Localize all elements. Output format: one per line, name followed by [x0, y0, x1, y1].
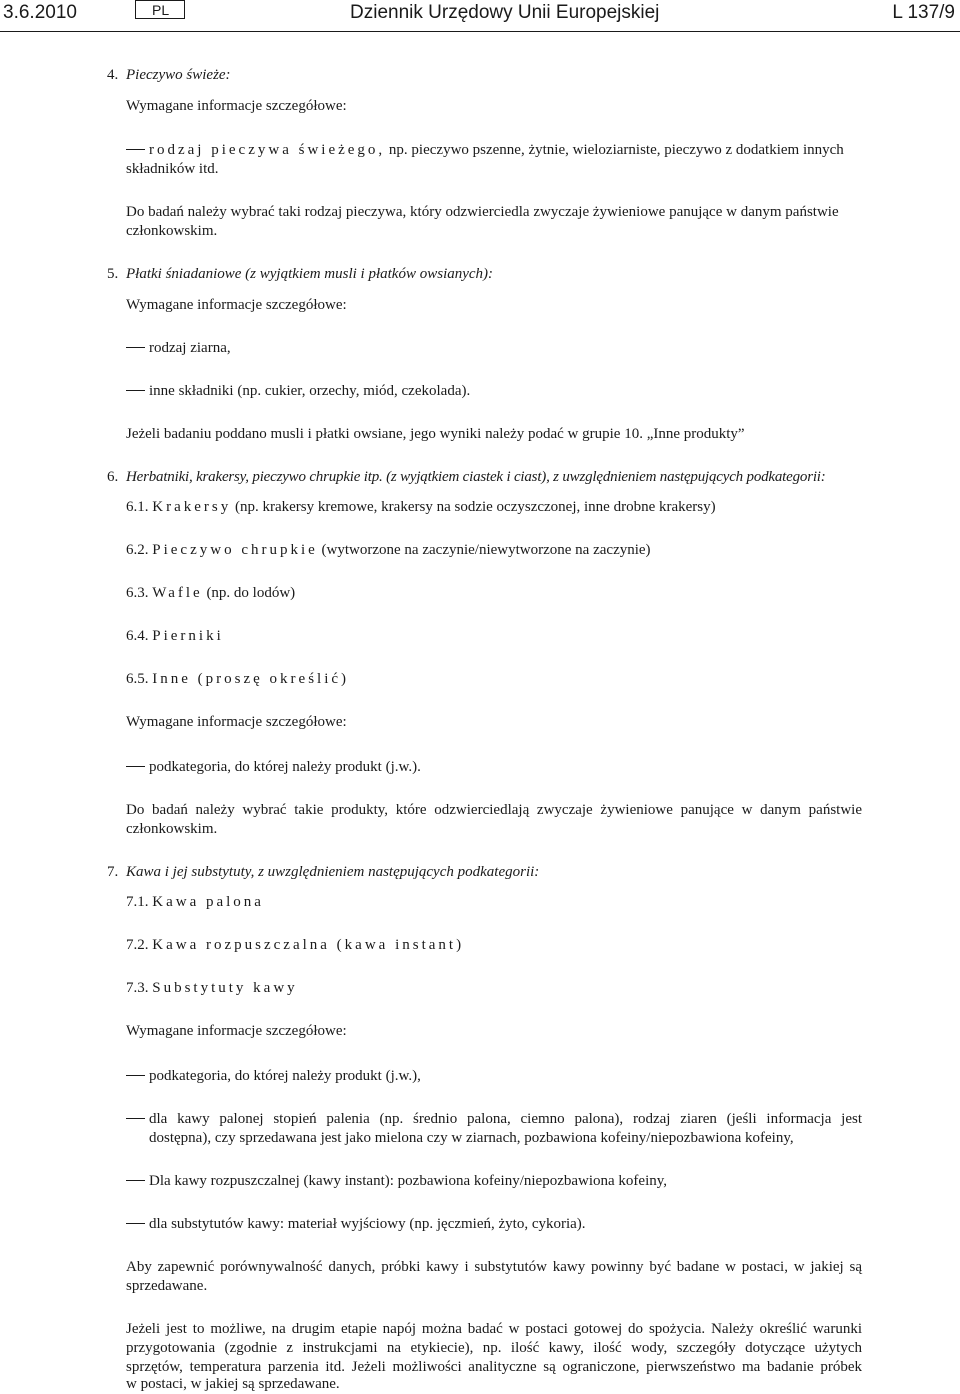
subcategory-7-3 [126, 979, 298, 998]
subcategory-number: 6.4. [126, 628, 149, 644]
section-7-bullet-3 [126, 1172, 667, 1191]
subcategory-text: (np. krakersy kremowe, krakersy na sodzie oczyszczonej, inne drobne krakersy) [231, 499, 716, 515]
section-7-req-label: Wymagane informacje szczegółowe: [126, 1023, 347, 1039]
page-header [0, 0, 960, 34]
subcategory-name: Inne (proszę określić) [152, 671, 350, 687]
header-date: 3.6.2010 [3, 2, 77, 23]
section-4-note-line2: członkowskim. [126, 223, 218, 239]
section-6-bullet [126, 758, 421, 777]
section-4-bullet [126, 141, 844, 160]
subcategory-name: Krakersy [152, 499, 232, 515]
bullet-text: Dla kawy rozpuszczalnej (kawy instant): pozbawiona kofeiny/niepozbawiona kofeiny, [149, 1173, 668, 1189]
section-5-title: Płatki śniadaniowe (z wyjątkiem musli i płatków owsianych): [126, 266, 494, 282]
section-7-note1-line2: sprzedawane. [126, 1278, 208, 1294]
section-7-bullet-4 [126, 1215, 586, 1234]
subcategory-6-1 [126, 498, 716, 517]
bullet-text: dla substytutów kawy: materiał wyjściowy (np. jęczmień, żyto, cykoria). [149, 1216, 586, 1232]
section-7-note2-line3: sprzętów, temperatura parzenia itd. Jeżeli możliwości analityczne są ograniczone, pierwszeństwo ma badanie próbek [126, 1359, 862, 1375]
subcategory-number: 6.5. [126, 671, 149, 687]
subcategory-name: Substytuty kawy [152, 980, 298, 996]
section-7-note1-line1: Aby zapewnić porównywalność danych, próbki kawy i substytutów kawy powinny być badane w postaci, w jakiej są [126, 1259, 862, 1275]
dash-marker [126, 766, 145, 767]
section-6-note-line2: członkowskim. [126, 821, 218, 837]
bullet-text: inne składniki (np. cukier, orzechy, miód, czekolada). [149, 383, 471, 399]
subcategory-name: Kawa rozpuszczalna (kawa instant) [152, 937, 465, 953]
subcategory-number: 6.2. [126, 542, 149, 558]
section-4-title: Pieczywo świeże: [126, 67, 231, 83]
section-7-bullet-2 [126, 1110, 862, 1129]
subcategory-number: 7.2. [126, 937, 149, 953]
subcategory-number: 7.3. [126, 980, 149, 996]
subcategory-number: 7.1. [126, 894, 149, 910]
section-7-note2-line1: Jeżeli jest to możliwe, na drugim etapie napój można badać w postaci gotowej do spożycia. Należy określić warunki [126, 1321, 862, 1337]
section-4-note-line1: Do badań należy wybrać taki rodzaj pieczywa, który odzwierciedla zwyczaje żywieniowe panujące w danym państwie [126, 204, 839, 220]
subcategory-6-2 [126, 541, 651, 560]
section-5-bullet-2 [126, 382, 470, 401]
subcategory-6-4 [126, 627, 224, 646]
subcategory-6-3 [126, 584, 295, 603]
section-5-number: 5. [107, 266, 119, 282]
dash-marker [126, 1223, 145, 1224]
subcategory-name: Wafle [152, 585, 203, 601]
dash-marker [126, 390, 145, 391]
section-7-bullet-2-cont: dostępna), czy sprzedawana jest jako mielona czy w ziarnach, pozbawiona kofeiny/niepozbawiona kofeiny, [149, 1130, 794, 1146]
subcategory-7-2 [126, 936, 464, 955]
subcategory-number: 6.1. [126, 499, 149, 515]
journal-title: Dziennik Urzędowy Unii Europejskiej [350, 2, 660, 23]
section-7-bullet-1 [126, 1067, 421, 1086]
dash-marker [126, 347, 145, 348]
section-5-bullet-1 [126, 339, 231, 358]
bullet-text: rodzaj ziarna, [149, 340, 231, 356]
subcategory-text: (wytworzone na zaczynie/niewytworzone na zaczynie) [317, 542, 651, 558]
section-5-req-label: Wymagane informacje szczegółowe: [126, 297, 347, 313]
language-badge: PL [135, 0, 185, 19]
bullet-text: podkategoria, do której należy produkt (j.w.). [149, 759, 421, 775]
subcategory-name: Pieczywo chrupkie [152, 542, 318, 558]
subcategory-text: (np. do lodów) [202, 585, 296, 601]
section-6-req-label: Wymagane informacje szczegółowe: [126, 714, 347, 730]
bullet-text: np. pieczywo pszenne, żytnie, wieloziarniste, pieczywo z dodatkiem innych [385, 142, 844, 158]
bullet-lead: rodzaj pieczywa świeżego, [149, 142, 386, 158]
dash-marker [126, 1075, 145, 1076]
subcategory-number: 6.3. [126, 585, 149, 601]
subcategory-name: Kawa palona [152, 894, 264, 910]
section-7-note2-line2: przygotowania (zgodnie z instrukcjami na etykiecie), np. ilość kawy, ilość wody, szczegóły dotyczące użytych [126, 1340, 862, 1356]
section-6-number: 6. [107, 469, 119, 485]
section-4-bullet-cont: składników itd. [126, 161, 219, 177]
section-6-note-line1: Do badań należy wybrać takie produkty, które odzwierciedlają zwyczaje żywieniowe panujące w danym państwie [126, 802, 862, 818]
section-5-note: Jeżeli badaniu poddano musli i płatki owsiane, jego wyniki należy podać w grupie 10. „Inne produkty” [126, 426, 745, 442]
bullet-text: podkategoria, do której należy produkt (j.w.), [149, 1068, 421, 1084]
section-4-number: 4. [107, 67, 119, 83]
section-6-title: Herbatniki, krakersy, pieczywo chrupkie itp. (z wyjątkiem ciastek i ciast), z uwzględnieniem następujących podkategorii: [126, 469, 826, 485]
subcategory-7-1 [126, 893, 264, 912]
dash-marker [126, 1118, 145, 1119]
bullet-text: dla kawy palonej stopień palenia (np. średnio palona, ciemno palona), rodzaj ziaren (jeśli informacja jest [149, 1111, 862, 1127]
dash-marker [126, 149, 145, 150]
page-reference: L 137/9 [892, 2, 955, 23]
section-7-number: 7. [107, 864, 119, 880]
header-rule [0, 31, 960, 32]
dash-marker [126, 1180, 145, 1181]
section-7-note2-line4: w postaci, w jakiej są sprzedawane. [126, 1376, 340, 1392]
section-7-title: Kawa i jej substytuty, z uwzględnieniem następujących podkategorii: [126, 864, 540, 880]
section-4-req-label: Wymagane informacje szczegółowe: [126, 98, 347, 114]
subcategory-6-5 [126, 670, 349, 689]
subcategory-name: Pierniki [152, 628, 224, 644]
